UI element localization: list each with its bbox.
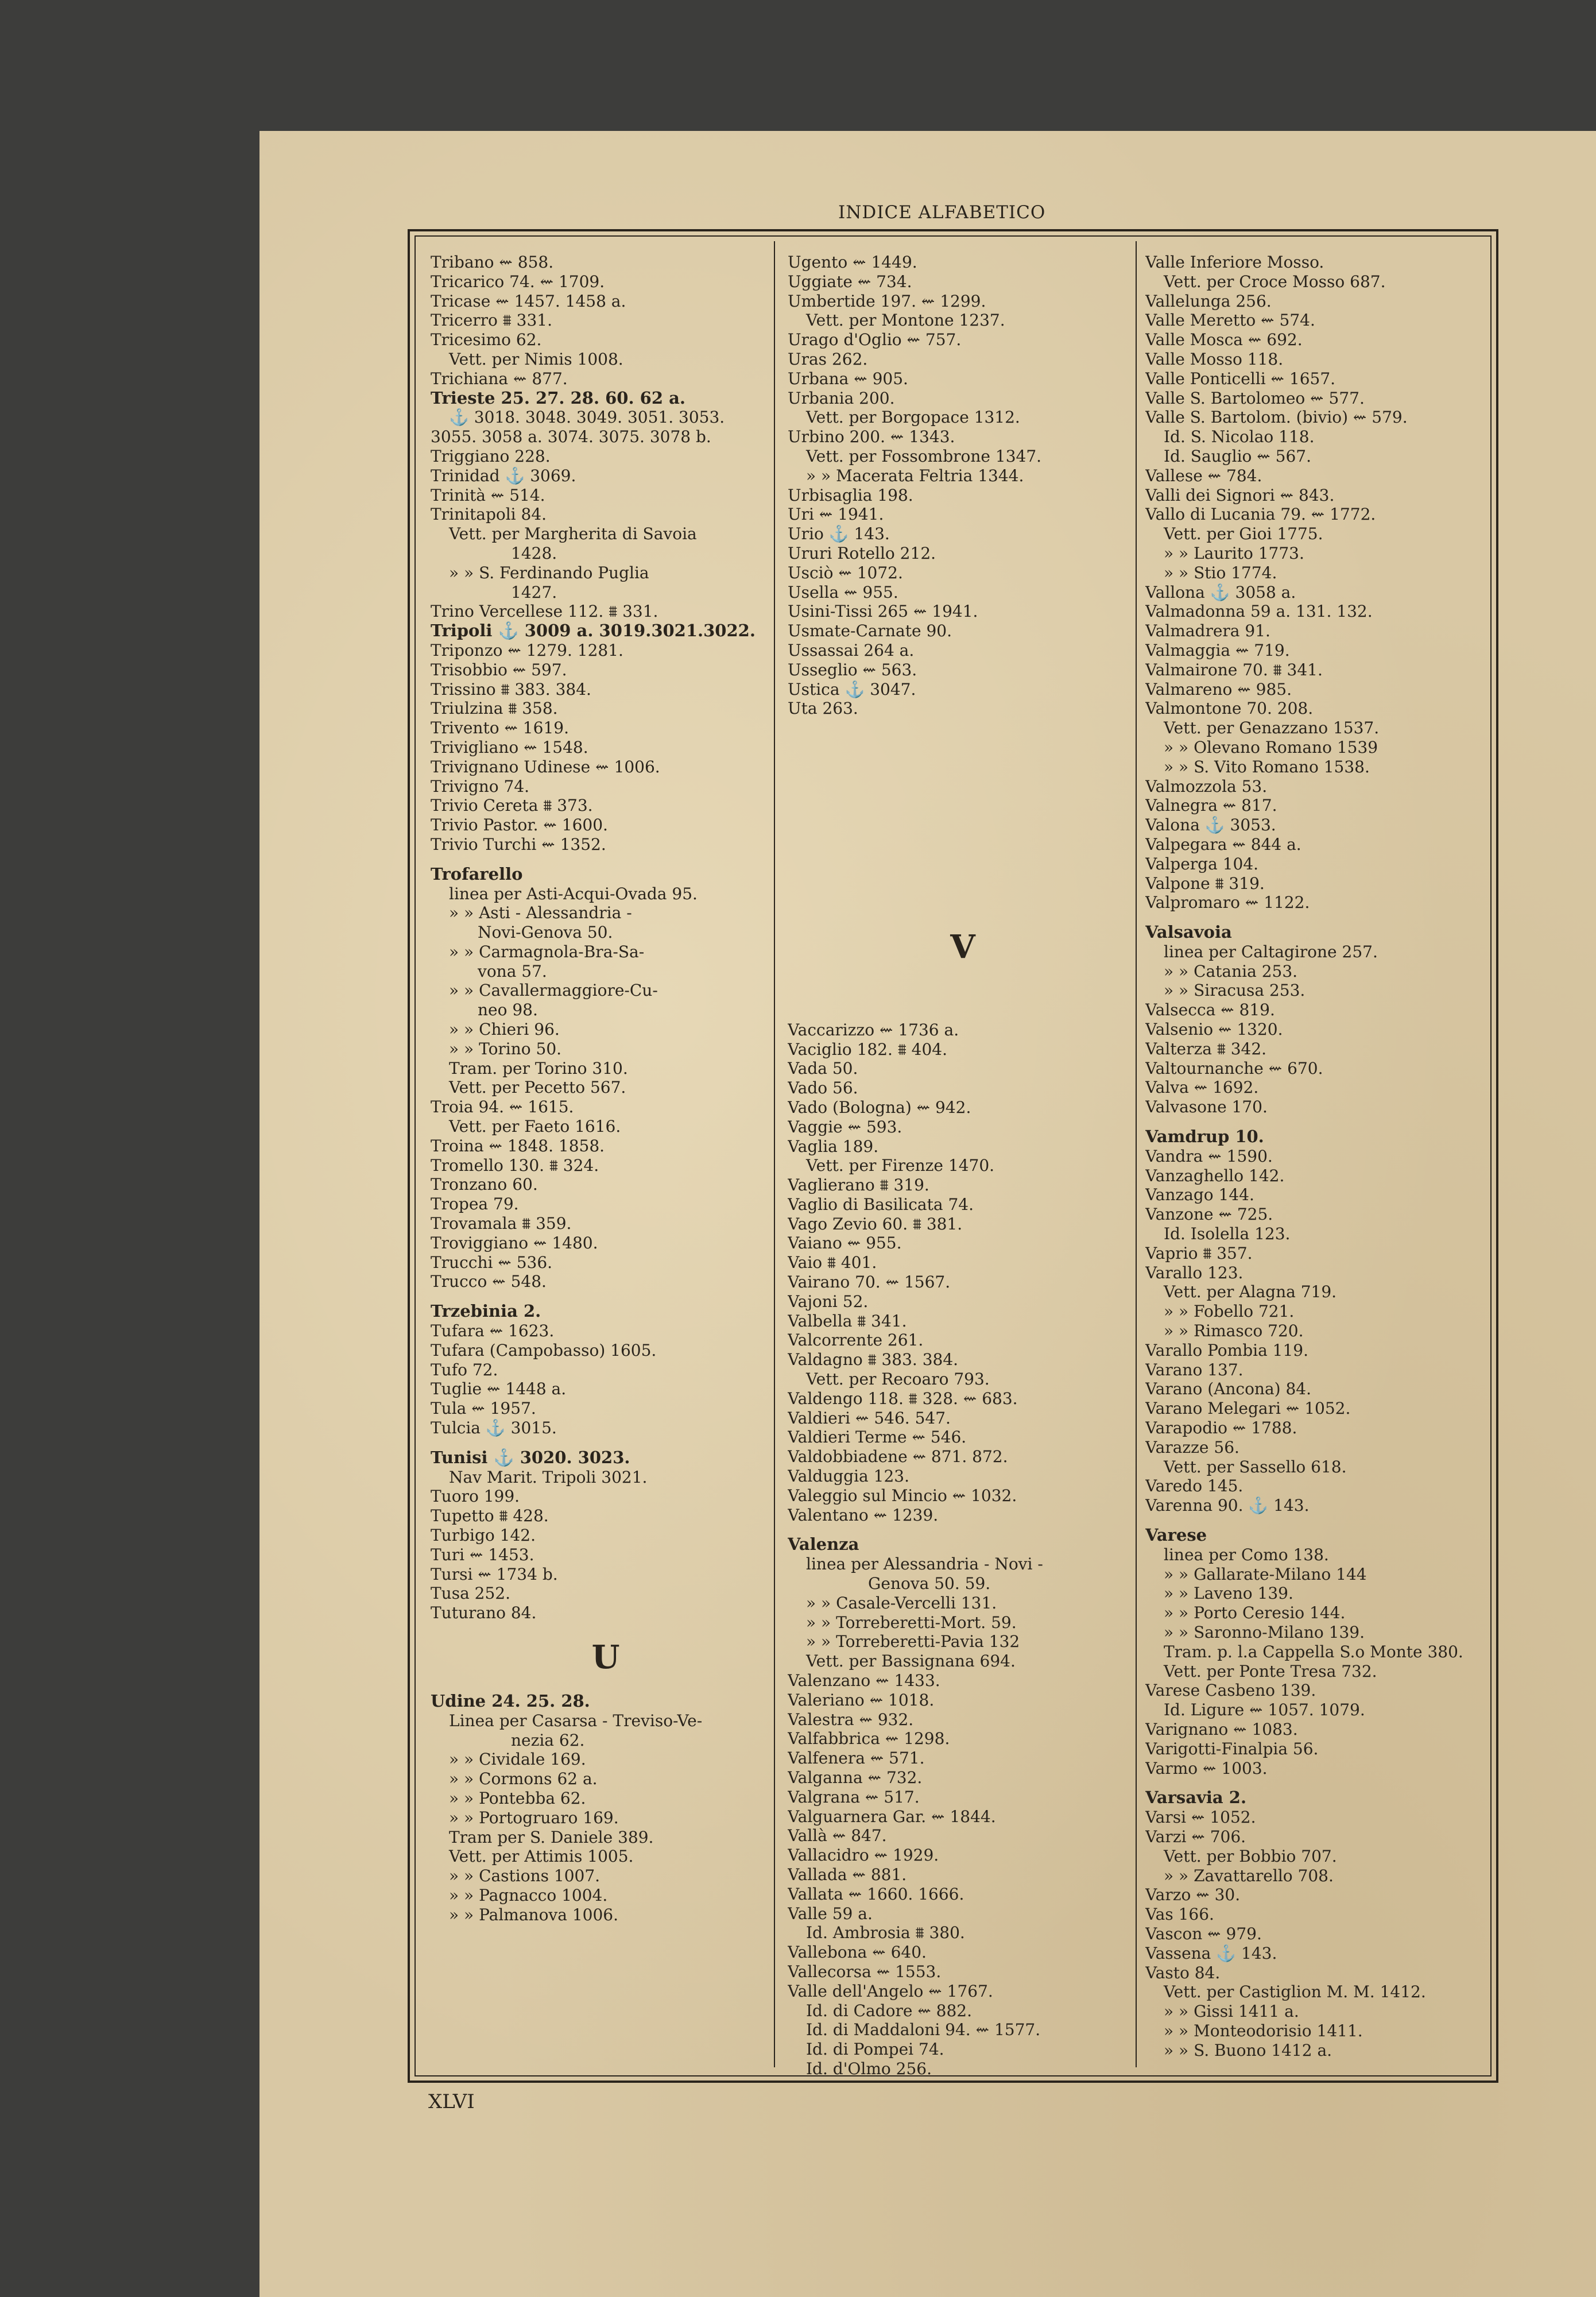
index-entry: Vaccarizzo ⇜ 1736 a. — [788, 1020, 959, 1039]
index-entry: Valsenio ⇜ 1320. — [1145, 1020, 1283, 1039]
index-entry: Trissino ⩩ 383. 384. — [431, 679, 591, 699]
index-entry: Tram per S. Daniele 389. — [449, 1827, 654, 1847]
index-entry: Vassena ⚓ 143. — [1145, 1943, 1277, 1963]
index-entry: Vascon ⇜ 979. — [1145, 1924, 1262, 1943]
index-entry: Ussassai 264 a. — [788, 640, 915, 660]
index-entry: Uta 263. — [788, 699, 858, 718]
index-entry: » » Catania 253. — [1164, 961, 1298, 981]
index-entry: Valona ⚓ 3053. — [1145, 815, 1276, 835]
index-entry: 1427. — [511, 582, 557, 602]
index-entry: Vallà ⇜ 847. — [788, 1826, 887, 1846]
index-entry: Vett. per Fossombrone 1347. — [806, 446, 1042, 466]
index-entry: Tuturano 84. — [431, 1603, 537, 1623]
index-entry: Vett. per Montone 1237. — [806, 311, 1005, 330]
index-entry: Vett. per Bobbio 707. — [1164, 1846, 1337, 1866]
index-entry: Vallata ⇜ 1660. 1666. — [788, 1884, 964, 1904]
index-entry: linea per Alessandria - Novi - — [806, 1554, 1043, 1574]
index-entry: Vaio ⩩ 401. — [788, 1253, 877, 1273]
index-entry: Usseglio ⇜ 563. — [788, 660, 917, 679]
index-entry: Troviggiano ⇜ 1480. — [431, 1233, 598, 1252]
index-entry: » » Asti - Alessandria - — [449, 903, 632, 923]
index-entry: Trieste 25. 27. 28. 60. 62 a. — [431, 388, 686, 408]
index-entry: Valle S. Bartolomeo ⇜ 577. — [1145, 388, 1365, 408]
index-entry: Id. S. Nicolao 118. — [1164, 427, 1315, 447]
index-entry: Trovamala ⩩ 359. — [431, 1214, 572, 1233]
index-entry: Varmo ⇜ 1003. — [1145, 1758, 1268, 1778]
index-entry: » » Monteodorisio 1411. — [1164, 2021, 1363, 2040]
index-entry: Valcorrente 261. — [788, 1331, 924, 1350]
section-gap — [1145, 1515, 1478, 1526]
index-entry: Valle Inferiore Mosso. — [1145, 253, 1324, 272]
index-entry: Valperga 104. — [1145, 854, 1259, 873]
index-column-1 — [431, 253, 781, 2062]
index-entry: Tupetto ⩩ 428. — [431, 1506, 549, 1526]
index-entry: Vett. per Sassello 618. — [1164, 1457, 1347, 1476]
index-entry: Tufara ⇜ 1623. — [431, 1321, 555, 1341]
index-entry: Urbania 200. — [788, 388, 895, 408]
index-entry: nezia 62. — [511, 1730, 585, 1750]
index-entry: Tunisi ⚓ 3020. 3023. — [431, 1448, 630, 1467]
index-entry: Valgrana ⇜ 517. — [788, 1787, 920, 1807]
index-entry: Valeggio sul Mincio ⇜ 1032. — [788, 1486, 1017, 1505]
index-entry: Vett. per Gioi 1775. — [1164, 524, 1323, 544]
index-entry: Vett. per Pecetto 567. — [449, 1078, 626, 1097]
index-entry: Tula ⇜ 1957. — [431, 1399, 536, 1418]
index-entry: Varazze 56. — [1145, 1437, 1239, 1457]
index-entry: Valle Mosca ⇜ 692. — [1145, 330, 1303, 350]
index-entry: » » Portogruaro 169. — [449, 1808, 619, 1827]
index-entry: Id. di Cadore ⇜ 882. — [806, 2001, 973, 2020]
index-entry: Tuoro 199. — [431, 1487, 520, 1506]
index-entry: Tram. p. l.a Cappella S.o Monte 380. — [1164, 1642, 1463, 1661]
index-entry: Valnegra ⇜ 817. — [1145, 796, 1277, 815]
index-entry: Tufara (Campobasso) 1605. — [431, 1340, 657, 1360]
index-entry: Udine 24. 25. 28. — [431, 1691, 590, 1711]
index-entry: Vallona ⚓ 3058 a. — [1145, 582, 1296, 602]
index-entry: Tricarico 74. ⇜ 1709. — [431, 272, 605, 291]
index-entry: Valentano ⇜ 1239. — [788, 1505, 939, 1525]
index-entry: Valenza — [788, 1535, 859, 1554]
index-entry: Troina ⇜ 1848. 1858. — [431, 1136, 605, 1155]
index-entry: Valpromaro ⇜ 1122. — [1145, 893, 1310, 912]
index-entry: Urago d'Oglio ⇜ 757. — [788, 330, 962, 350]
index-entry: Vago Zevio 60. ⩩ 381. — [788, 1214, 963, 1233]
index-entry: Valmontone 70. 208. — [1145, 699, 1314, 718]
index-column-2 — [788, 253, 1138, 2078]
index-entry: Vallada ⇜ 881. — [788, 1865, 907, 1884]
index-entry: » » Siracusa 253. — [1164, 981, 1306, 1000]
index-entry: Valterza ⩩ 342. — [1145, 1039, 1267, 1058]
index-entry: Valle 59 a. — [788, 1904, 873, 1923]
index-entry: Vasto 84. — [1145, 1963, 1221, 1982]
index-entry: Valpegara ⇜ 844 a. — [1145, 834, 1301, 854]
index-entry: » » Stio 1774. — [1164, 563, 1277, 582]
index-entry: Vado (Bologna) ⇜ 942. — [788, 1097, 971, 1117]
index-entry: Tuglie ⇜ 1448 a. — [431, 1379, 567, 1399]
index-entry: Vandra ⇜ 1590. — [1145, 1146, 1273, 1166]
index-entry: Urbino 200. ⇜ 1343. — [788, 427, 955, 447]
section-gap — [788, 1525, 1138, 1535]
index-entry: Valva ⇜ 1692. — [1145, 1078, 1259, 1097]
index-entry: Vett. per Borgopace 1312. — [806, 408, 1020, 427]
index-entry: Valle S. Bartolom. (bivio) ⇜ 579. — [1145, 408, 1408, 427]
index-entry: linea per Caltagirone 257. — [1164, 942, 1378, 961]
section-letter: U — [591, 1638, 620, 1676]
index-entry: Valganna ⇜ 732. — [788, 1768, 923, 1787]
index-entry: Vaglia 189. — [788, 1136, 879, 1156]
index-entry: Trzebinia 2. — [431, 1302, 541, 1321]
index-entry: Valfenera ⇜ 571. — [788, 1749, 925, 1768]
index-entry: Trivento ⇜ 1619. — [431, 718, 569, 738]
index-entry: Vaglierano ⩩ 319. — [788, 1175, 929, 1195]
section-gap — [431, 854, 781, 865]
index-entry: » » Laurito 1773. — [1164, 543, 1304, 563]
index-entry: Id. d'Olmo 256. — [806, 2059, 932, 2078]
index-entry: Usmate-Carnate 90. — [788, 621, 952, 641]
index-entry: » » Carmagnola-Bra-Sa- — [449, 942, 645, 961]
page-number: XLVI — [428, 2090, 475, 2113]
index-entry: Vaprio ⩩ 357. — [1145, 1243, 1253, 1263]
index-entry: Valdagno ⩩ 383. 384. — [788, 1350, 959, 1370]
index-entry: Trivio Cereta ⩩ 373. — [431, 796, 593, 815]
index-entry: » » Castions 1007. — [449, 1866, 601, 1886]
index-entry: Urio ⚓ 143. — [788, 524, 890, 544]
index-entry: Trofarello — [431, 864, 523, 884]
index-entry: Valpone ⩩ 319. — [1145, 873, 1265, 893]
index-entry: Valle dell'Angelo ⇜ 1767. — [788, 1981, 993, 2001]
index-entry: linea per Asti-Acqui-Ovada 95. — [449, 884, 698, 903]
page-header: INDICE ALFABETICO — [838, 202, 1046, 223]
index-entry: Valmadrera 91. — [1145, 621, 1270, 641]
index-entry: Valli dei Signori ⇜ 843. — [1145, 485, 1335, 505]
index-entry: » » Casale-Vercelli 131. — [806, 1593, 997, 1612]
index-entry: Valle Mosso 118. — [1145, 349, 1284, 369]
index-entry: » » Laveno 139. — [1164, 1584, 1293, 1603]
index-entry: » » Gallarate-Milano 144 — [1164, 1564, 1367, 1584]
index-entry: Varese Casbeno 139. — [1145, 1681, 1316, 1700]
index-entry: 3055. 3058 a. 3074. 3075. 3078 b. — [431, 427, 711, 447]
index-entry: » » Torreberetti-Pavia 132 — [806, 1632, 1020, 1652]
index-entry: Vallese ⇜ 784. — [1145, 466, 1262, 485]
index-entry: Valmadonna 59 a. 131. 132. — [1145, 602, 1373, 621]
index-entry: » » Pontebba 62. — [449, 1788, 586, 1808]
index-entry: Trinitapoli 84. — [431, 505, 547, 524]
index-entry: Vett. per Faeto 1616. — [449, 1117, 621, 1136]
index-entry: » » S. Vito Romano 1538. — [1164, 757, 1370, 776]
section-gap — [431, 1291, 781, 1302]
index-entry: Valmaggia ⇜ 719. — [1145, 640, 1290, 660]
index-entry: » » S. Buono 1412 a. — [1164, 2040, 1332, 2060]
index-entry: » » Saronno-Milano 139. — [1164, 1622, 1365, 1642]
index-entry: Valbella ⩩ 341. — [788, 1311, 907, 1331]
index-entry: Varedo 145. — [1145, 1476, 1244, 1496]
index-entry: Tricerro ⩩ 331. — [431, 311, 552, 330]
index-entry: Valeriano ⇜ 1018. — [788, 1690, 935, 1710]
index-entry: Trisobbio ⇜ 597. — [431, 660, 567, 679]
index-entry: » » S. Ferdinando Puglia — [449, 563, 649, 582]
index-entry: Vett. per Croce Mosso 687. — [1164, 272, 1386, 291]
index-entry: linea per Como 138. — [1164, 1545, 1329, 1564]
index-entry: Vett. per Genazzano 1537. — [1164, 718, 1380, 738]
index-entry: Tursi ⇜ 1734 b. — [431, 1564, 558, 1584]
section-gap — [788, 981, 1138, 1020]
index-entry: Troia 94. ⇜ 1615. — [431, 1097, 574, 1117]
index-entry: vona 57. — [478, 961, 547, 981]
index-entry: Tusa 252. — [431, 1584, 511, 1603]
index-column-3 — [1145, 253, 1478, 2062]
index-entry: Varano 137. — [1145, 1360, 1244, 1379]
index-entry: Valenzano ⇜ 1433. — [788, 1671, 940, 1691]
index-entry: Trucchi ⇜ 536. — [431, 1252, 553, 1272]
index-entry: » » Chieri 96. — [449, 1020, 560, 1039]
index-entry: Id. Ambrosia ⩩ 380. — [806, 1923, 965, 1943]
index-entry: Id. di Pompei 74. — [806, 2040, 944, 2059]
index-entry: Triponzo ⇜ 1279. 1281. — [431, 640, 623, 660]
index-entry: Tronzano 60. — [431, 1175, 538, 1194]
index-entry: Urbisaglia 198. — [788, 485, 913, 505]
index-entry: Genova 50. 59. — [868, 1574, 991, 1594]
index-entry: Trichiana ⇜ 877. — [431, 369, 568, 388]
index-entry: Tulcia ⚓ 3015. — [431, 1418, 557, 1438]
index-entry: Vairano 70. ⇜ 1567. — [788, 1273, 951, 1292]
index-entry: Valmozzola 53. — [1145, 776, 1268, 796]
index-entry: Ururi Rotello 212. — [788, 543, 936, 563]
section-letter: V — [950, 928, 975, 966]
index-entry: Valvasone 170. — [1145, 1097, 1268, 1117]
index-entry: Id. di Maddaloni 94. ⇜ 1577. — [806, 2020, 1041, 2040]
index-entry: Valtournanche ⇜ 670. — [1145, 1058, 1323, 1078]
index-entry: Tricesimo 62. — [431, 330, 542, 350]
index-entry: Varenna 90. ⚓ 143. — [1145, 1496, 1310, 1515]
index-entry: Valdieri Terme ⇜ 546. — [788, 1428, 967, 1447]
index-entry: Vallecorsa ⇜ 1553. — [788, 1962, 942, 1981]
index-entry: Tram. per Torino 310. — [449, 1058, 628, 1078]
index-entry: Varigotti-Finalpia 56. — [1145, 1739, 1319, 1758]
index-entry: Usciò ⇜ 1072. — [788, 563, 903, 582]
index-entry: Triggiano 228. — [431, 446, 551, 466]
index-entry: Trino Vercellese 112. ⩩ 331. — [431, 602, 658, 621]
index-entry: Vaiano ⇜ 955. — [788, 1233, 902, 1253]
index-entry: » » Macerata Feltria 1344. — [806, 466, 1024, 485]
index-entry: Vett. per Recoaro 793. — [806, 1370, 990, 1389]
section-gap — [788, 718, 1138, 912]
index-entry: Varzo ⇜ 30. — [1145, 1885, 1241, 1905]
index-entry: Vaggie ⇜ 593. — [788, 1117, 902, 1136]
index-entry: » » Gissi 1411 a. — [1164, 2002, 1299, 2021]
index-entry: Varallo 123. — [1145, 1263, 1244, 1282]
index-entry: » » Torino 50. — [449, 1039, 562, 1058]
index-entry: Valmareno ⇜ 985. — [1145, 679, 1292, 699]
index-entry: Ustica ⚓ 3047. — [788, 679, 916, 699]
index-entry: Vett. per Firenze 1470. — [806, 1156, 995, 1175]
index-entry: Vallacidro ⇜ 1929. — [788, 1846, 939, 1865]
index-entry: Tripoli ⚓ 3009 a. 3019.3021.3022. — [431, 621, 756, 641]
index-entry: Valdieri ⇜ 546. 547. — [788, 1408, 951, 1428]
section-gap — [1145, 912, 1478, 923]
index-entry: » » Cormons 62 a. — [449, 1769, 598, 1789]
index-entry: Umbertide 197. ⇜ 1299. — [788, 291, 986, 311]
index-entry: Ugento ⇜ 1449. — [788, 253, 917, 272]
index-entry: » » Fobello 721. — [1164, 1302, 1295, 1321]
section-gap — [1145, 1117, 1478, 1127]
index-entry: Usella ⇜ 955. — [788, 582, 898, 602]
index-entry: Vamdrup 10. — [1145, 1127, 1264, 1147]
index-entry: Linea per Casarsa - Treviso-Ve- — [449, 1711, 703, 1730]
index-entry: Vett. per Attimis 1005. — [449, 1847, 634, 1866]
index-entry: Vanzago 144. — [1145, 1185, 1254, 1205]
index-entry: Valestra ⇜ 932. — [788, 1710, 914, 1729]
index-entry: Vett. per Bassignana 694. — [806, 1652, 1016, 1671]
index-entry: Trivigliano ⇜ 1548. — [431, 737, 588, 757]
index-entry: Vaciglio 182. ⩩ 404. — [788, 1039, 948, 1059]
index-entry: Vanzone ⇜ 725. — [1145, 1205, 1273, 1224]
index-entry: Valduggia 123. — [788, 1467, 909, 1486]
index-entry: Vett. per Nimis 1008. — [449, 349, 623, 369]
index-entry: Vas 166. — [1145, 1905, 1214, 1924]
index-entry: Uri ⇜ 1941. — [788, 505, 884, 524]
index-entry: Nav Marit. Tripoli 3021. — [449, 1467, 648, 1487]
index-entry: Tufo 72. — [431, 1360, 498, 1379]
index-entry: Vaglio di Basilicata 74. — [788, 1194, 974, 1214]
index-entry: Varignano ⇜ 1083. — [1145, 1719, 1298, 1739]
index-entry: » » Zavattarello 708. — [1164, 1866, 1334, 1885]
index-entry: Vett. per Alagna 719. — [1164, 1282, 1337, 1302]
index-entry: Vett. per Margherita di Savoia — [449, 524, 697, 544]
index-entry: Vajoni 52. — [788, 1291, 869, 1311]
index-entry: Id. Sauglio ⇜ 567. — [1164, 446, 1311, 466]
index-entry: Tribano ⇜ 858. — [431, 253, 554, 272]
index-entry: » » Palmanova 1006. — [449, 1905, 618, 1924]
index-entry: Trivignano Udinese ⇜ 1006. — [431, 757, 660, 776]
index-entry: Trivio Pastor. ⇜ 1600. — [431, 815, 608, 835]
index-entry: Vett. per Ponte Tresa 732. — [1164, 1661, 1377, 1681]
index-entry: Uggiate ⇜ 734. — [788, 272, 912, 291]
index-entry: Vallelunga 256. — [1145, 291, 1272, 311]
index-entry: Vallo di Lucania 79. ⇜ 1772. — [1145, 505, 1376, 524]
index-entry: neo 98. — [478, 1000, 538, 1020]
index-entry: Trucco ⇜ 548. — [431, 1272, 547, 1291]
index-entry: Turbigo 142. — [431, 1526, 536, 1545]
index-entry: Varallo Pombia 119. — [1145, 1340, 1309, 1360]
index-entry: Valfabbrica ⇜ 1298. — [788, 1729, 950, 1749]
index-entry: Vett. per Castiglion M. M. 1412. — [1164, 1982, 1426, 2002]
index-entry: Vallebona ⇜ 640. — [788, 1943, 927, 1962]
index-entry: Vanzaghello 142. — [1145, 1166, 1285, 1185]
index-entry: Valguarnera Gar. ⇜ 1844. — [788, 1807, 996, 1826]
index-entry: Vada 50. — [788, 1059, 858, 1078]
index-entry: Varzi ⇜ 706. — [1145, 1827, 1246, 1846]
index-entry: Trinità ⇜ 514. — [431, 485, 545, 505]
index-entry: Varsavia 2. — [1145, 1788, 1247, 1808]
index-entry: Tropea 79. — [431, 1194, 519, 1214]
index-entry: Urbana ⇜ 905. — [788, 369, 908, 388]
index-entry: Trivigno 74. — [431, 776, 530, 796]
index-entry: ⚓ 3018. 3048. 3049. 3051. 3053. — [449, 408, 725, 427]
index-entry: Valmairone 70. ⩩ 341. — [1145, 660, 1323, 679]
section-gap — [1145, 1778, 1478, 1788]
index-entry: 1428. — [511, 543, 557, 563]
index-entry: Valle Ponticelli ⇜ 1657. — [1145, 369, 1336, 388]
section-gap — [431, 1438, 781, 1448]
index-entry: Trinidad ⚓ 3069. — [431, 466, 576, 485]
index-entry: Varese — [1145, 1526, 1207, 1545]
index-entry: » » Pagnacco 1004. — [449, 1885, 608, 1905]
index-entry: » » Olevano Romano 1539 — [1164, 737, 1378, 757]
index-entry: Id. Isolella 123. — [1164, 1224, 1291, 1244]
index-entry: » » Torreberetti-Mort. 59. — [806, 1612, 1017, 1632]
index-entry: Novi-Genova 50. — [478, 923, 613, 942]
index-entry: Turi ⇜ 1453. — [431, 1545, 534, 1564]
index-entry: Uras 262. — [788, 349, 868, 369]
index-entry: Tricase ⇜ 1457. 1458 a. — [431, 291, 626, 311]
index-entry: Id. Ligure ⇜ 1057. 1079. — [1164, 1700, 1365, 1720]
index-entry: Valsecca ⇜ 819. — [1145, 1000, 1275, 1020]
index-entry: Valsavoia — [1145, 923, 1232, 942]
index-entry: » » Cividale 169. — [449, 1750, 586, 1769]
index-entry: » » Rimasco 720. — [1164, 1321, 1304, 1341]
index-entry: Valle Meretto ⇜ 574. — [1145, 311, 1315, 330]
index-entry: Trivio Turchi ⇜ 1352. — [431, 834, 606, 854]
index-entry: Varapodio ⇜ 1788. — [1145, 1418, 1297, 1438]
index-entry: Varano Melegari ⇜ 1052. — [1145, 1399, 1351, 1418]
index-entry: Triulzina ⩩ 358. — [431, 699, 558, 718]
index-entry: Vado 56. — [788, 1078, 858, 1098]
index-entry: Tromello 130. ⩩ 324. — [431, 1155, 599, 1175]
index-entry: Varsi ⇜ 1052. — [1145, 1808, 1256, 1827]
index-entry: » » Cavallermaggiore-Cu- — [449, 981, 658, 1000]
index-entry: Valdengo 118. ⩩ 328. ⇜ 683. — [788, 1389, 1018, 1408]
index-entry: Usini-Tissi 265 ⇜ 1941. — [788, 602, 978, 621]
index-entry: Valdobbiadene ⇜ 871. 872. — [788, 1447, 1008, 1467]
index-entry: » » Porto Ceresio 144. — [1164, 1603, 1346, 1623]
index-entry: Varano (Ancona) 84. — [1145, 1379, 1312, 1399]
